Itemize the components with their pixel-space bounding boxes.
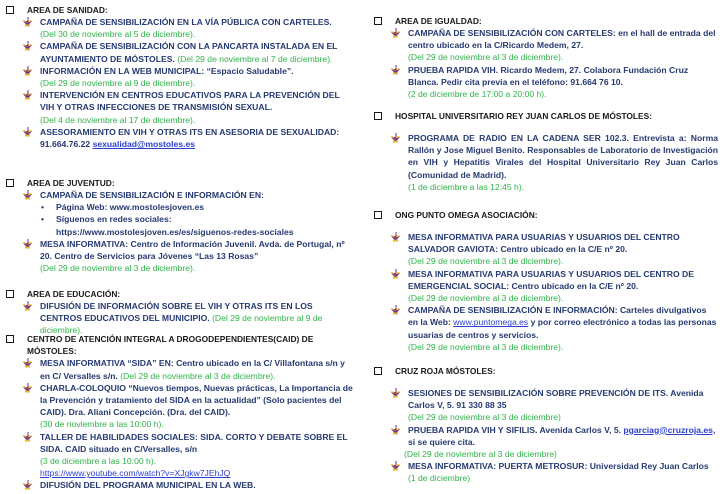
list-item: PRUEBA RAPIDA VIH. Ricardo Medem, 27. Colabora Fundación Cruz Blanca. Pedir cita previa en el teléfono: 91.664 76 10. (2 de diciembre de 17:00 a 20:00 h). (368, 64, 718, 101)
checkbox-square-icon (374, 112, 382, 120)
list-item: MESA INFORMATIVA: Centro de Información Juvenil. Avda. de Portugal, nº 20. Centro de Servicios para Jóvenes “Las 13 Rosas” (Del 29 de noviembre al 3 de diciembre). (0, 238, 356, 275)
date-text: (2 de diciembre de 17:00 a 20:00 h). (408, 89, 547, 100)
checkbox-square-icon (6, 290, 14, 298)
list-item: PRUEBA RAPIDA VIH Y SIFILIS. Avenida Carlos V, 5. pgarciag@cruzroja.es, si se quiere cita. (Del 29 de noviembre al 3 de diciembre) (368, 424, 718, 461)
list-item: CAMPAÑA DE SENSIBILIZACIÓN EN LA VÍA PÚBLICA CON CARTELES. (Del 30 de noviembre al 5 de diciembre). (0, 16, 356, 40)
date-text: (Del 29 de noviembre al 7 de diciembre). (177, 53, 333, 64)
arrow-bullet-icon (390, 65, 401, 75)
section-area-sanidad (0, 4, 362, 150)
list-item: SESIONES DE SENSIBILIZACIÓN SOBRE PREVENCIÓN DE ITS. Avenida Carlos V, 5. 91 330 88 35 (Del 29 de noviembre al 3 de diciembre) (368, 387, 718, 424)
arrow-bullet-icon (22, 358, 33, 368)
arrow-bullet-icon (22, 41, 33, 51)
arrow-bullet-icon (390, 269, 401, 279)
arrow-bullet-icon (22, 66, 33, 76)
section-title: AREA DE EDUCACIÓN: (27, 289, 121, 299)
date-text: (Del 29 de noviembre al 3 de diciembre). (408, 52, 564, 63)
list-item: CHARLA-COLOQUIO “Nuevos tiempos, Nuevas prácticas, La Importancia de la Prevención y tratamiento del SIDA en la actualidad” (Solo pacientes del CAID). Dra. Aliani Concepción. (Dra. del CAID). (30 de noviembre a las 10:00 h). (0, 382, 356, 431)
date-text: (1 de diciembre a las 12:45 h). (408, 181, 525, 192)
list-item: MESA INFORMATIVA PARA USUARIAS Y USUARIOS DEL CENTRO DE EMERGENCIAL SOCIAL: Centro ubicado en la C/E nº 20. (Del 29 de noviembre al 3 de diciembre). (368, 268, 718, 305)
date-text: (Del 29 de noviembre al 3 de diciembre). (408, 341, 564, 352)
bullet-dot-icon: • (41, 202, 45, 213)
date-text: (3 de diciembre a las 10:00 h). (40, 456, 157, 467)
checkbox-square-icon (374, 17, 382, 25)
section-title: AREA DE SANIDAD: (27, 5, 108, 15)
checkbox-square-icon (374, 211, 382, 219)
sub-list-item: • Síguenos en redes sociales: https://www.mostolesjoven.es/es/siguenos-redes-sociales (41, 214, 294, 237)
section-title: ONG PUNTO OMEGA ASOCIACIÓN: (395, 210, 538, 220)
date-text: (Del 30 de noviembre al 5 de diciembre). (40, 29, 196, 40)
date-text: (Del 29 de noviembre al 3 de diciembre). (40, 263, 196, 274)
date-text: (Del 29 de noviembre al 3 de diciembre). (408, 256, 564, 267)
arrow-bullet-icon (390, 461, 401, 471)
list-item: DIFUSIÓN DEL PROGRAMA MUNICIPAL EN LA WEB. (0, 479, 356, 491)
arrow-bullet-icon (390, 425, 401, 435)
arrow-bullet-icon (390, 388, 401, 398)
section-title: HOSPITAL UNIVERSITARIO REY JUAN CARLOS DE MÓSTOLES: (395, 111, 653, 121)
arrow-bullet-icon (22, 90, 33, 100)
date-text: (1 de diciembre) (408, 473, 471, 484)
checkbox-square-icon (6, 6, 14, 14)
list-item: MESA INFORMATIVA PARA USUARIAS Y USUARIOS DEL CENTRO SALVADOR GAVIOTA: Centro ubicado en la C/E nº 20. (Del 29 de noviembre al 3 de diciembre). (368, 231, 718, 268)
checkbox-square-icon (6, 335, 14, 343)
list-item: INFORMACIÓN EN LA WEB MUNICIPAL: “Espacio Saludable”. (Del 29 de noviembre al 9 de diciembre). (0, 65, 356, 89)
arrow-bullet-icon (22, 239, 33, 249)
section-area-igualdad (368, 15, 724, 100)
section-punto-omega (368, 209, 724, 353)
arrow-bullet-icon (390, 232, 401, 242)
email-link[interactable]: sexualidad@mostoles.es (92, 139, 196, 150)
section-hospital (368, 110, 724, 193)
section-caid (0, 333, 362, 492)
phone-number: 91.664.76.22 (40, 139, 91, 150)
checkbox-square-icon (374, 367, 382, 375)
arrow-bullet-icon (22, 301, 33, 311)
puntomega-link[interactable]: www.puntomega.es (453, 317, 529, 328)
section-title: AREA DE IGUALDAD: (395, 16, 482, 26)
sub-list-item: • Página Web: www.mostolesjoven.es (41, 202, 205, 213)
section-title: CENTRO DE ATENCIÓN INTEGRAL A DROGODEPENDIENTES(CAID) DE MÓSTOLES: (27, 334, 314, 357)
list-item: MESA INFORMATIVA “SIDA” EN: Centro ubicado en la C/ Villafontana s/n y en C/ Versalles s/n. (Del 29 de noviembre al 3 de diciembre). (0, 357, 356, 381)
arrow-bullet-icon (390, 133, 401, 143)
section-area-educacion (0, 288, 362, 337)
list-item: CAMPAÑA DE SENSIBILIZACIÓN E INFORMACIÓN EN: (0, 189, 356, 201)
date-text: (Del 29 de noviembre al 3 de diciembre). (408, 293, 564, 304)
list-item: CAMPAÑA DE SENSIBILIZACIÓN CON CARTELES: en el hall de entrada del centro ubicado en la C/Ricardo Medem, 27. (Del 29 de noviembre al 3 de diciembre). (368, 27, 718, 64)
arrow-bullet-icon (390, 305, 401, 315)
list-item: INTERVENCIÓN EN CENTROS EDUCATIVOS PARA LA PREVENCIÓN DEL VIH Y OTRAS INFECCIONES DE TRANSMISIÓN SEXUAL. (Del 4 de noviembre al 17 de diciembre). (0, 89, 356, 126)
date-text: (Del 29 de noviembre al 3 de diciembre) (408, 412, 561, 423)
arrow-bullet-icon (22, 17, 33, 27)
checkbox-square-icon (6, 179, 14, 187)
list-item: TALLER DE HABILIDADES SOCIALES: SIDA. CORTO Y DEBATE SOBRE EL SIDA. CAID situado en C/Versalles, s/n (3 de diciembre a las 10:00 h). https://www.youtube.com/watch?v=XJgkw7JEhJQ (0, 431, 356, 480)
email-link[interactable]: pgarciag@cruzroja.es, (623, 424, 716, 435)
date-text: (30 de noviembre a las 10:00 h). (40, 419, 164, 430)
arrow-bullet-icon (22, 432, 33, 442)
arrow-bullet-icon (22, 190, 33, 200)
list-item: CAMPAÑA DE SENSIBILIZACIÓN CON LA PANCARTA INSTALADA EN EL AYUNTAMIENTO DE MÓSTOLES. (Del 29 de noviembre al 7 de diciembre). (0, 40, 356, 64)
section-title: AREA DE JUVENTUD: (27, 178, 115, 188)
arrow-bullet-icon (22, 480, 33, 490)
arrow-bullet-icon (22, 383, 33, 393)
date-text: (Del 29 de noviembre al 3 de diciembre). (120, 370, 276, 381)
date-text: (Del 29 de noviembre al 9 de diciembre). (40, 78, 196, 89)
list-item: ASESORAMIENTO EN VIH Y OTRAS ITS EN ASESORIA DE SEXUALIDAD: 91.664.76.22 sexualidad@mostoles.es (0, 126, 356, 150)
section-title: CRUZ ROJA MÓSTOLES: (395, 366, 496, 376)
list-item: DIFUSIÓN DE INFORMACIÓN SOBRE EL VIH Y OTRAS ITS EN LOS CENTROS EDUCATIVOS DEL MUNICIPIO. (Del 29 de noviembre al 9 de diciembre). (0, 300, 356, 337)
bullet-dot-icon: • (41, 214, 45, 225)
section-cruz-roja (368, 365, 724, 485)
list-item: MESA INFORMATIVA: PUERTA METROSUR: Universidad Rey Juan Carlos (1 de diciembre) (368, 460, 718, 484)
youtube-link[interactable]: https://www.youtube.com/watch?v=XJgkw7JEhJQ (40, 468, 231, 479)
date-text: (Del 29 de noviembre al 3 de diciembre) (404, 449, 557, 460)
date-text: (Del 4 de noviembre al 17 de diciembre). (40, 114, 196, 125)
list-item: PROGRAMA DE RADIO EN LA CADENA SER 102.3. Entrevista a: Norma Rallón y Jose Miguel Benito. Responsables de Laboratorio de Investigación en VIH y Hepatitis Virales del Hospital Universitario Rey Juan Carlos (Comunidad de Madrid). (1 de diciembre a las 12:45 h). (368, 132, 718, 193)
arrow-bullet-icon (22, 127, 33, 137)
arrow-bullet-icon (390, 28, 401, 38)
list-item: CAMPAÑA DE SENSIBILIZACIÓN E INFORMACIÓN: Carteles divulgativos en la Web: www.puntomega.es y por correo electrónico a todas las personas usuarias de centros y servicios. (Del 29 de noviembre al 3 de diciembre). (368, 304, 718, 353)
section-area-juventud (0, 177, 362, 274)
date-text: (Del 29 de noviembre al 9 de diciembre). (40, 313, 323, 336)
